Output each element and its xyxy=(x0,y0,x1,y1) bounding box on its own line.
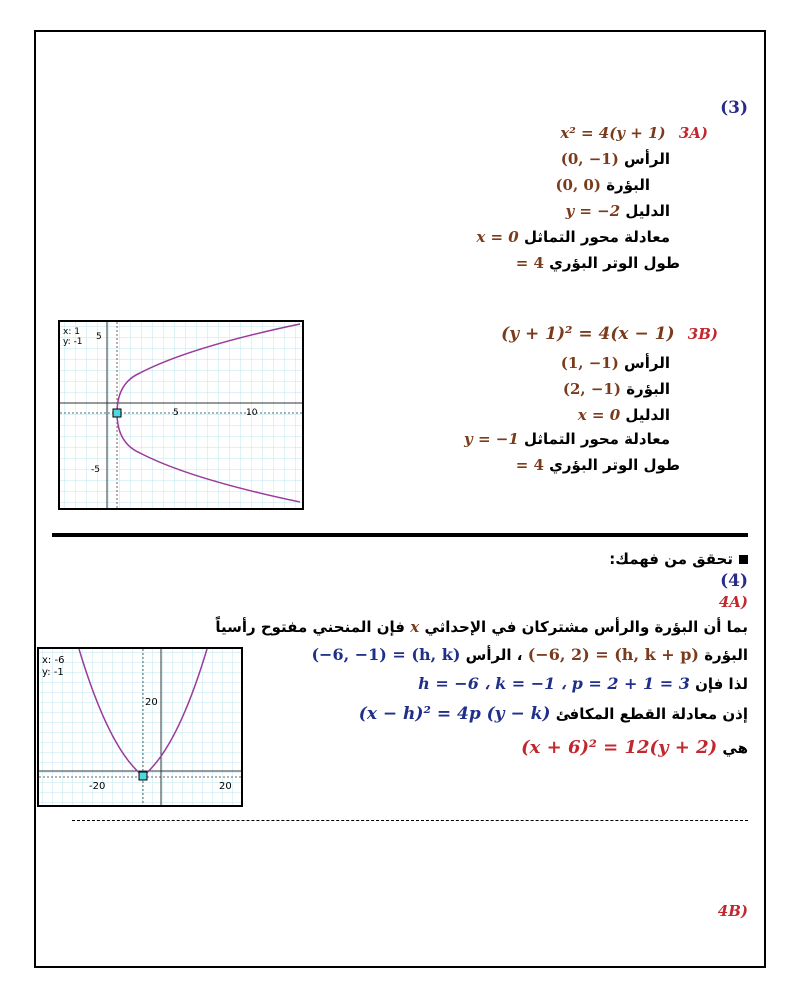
graph-3b-tick-x-5: 5 xyxy=(173,408,179,418)
exercise-4b-label: (4B xyxy=(717,902,748,920)
graph-3b-tick-y-top: 5 xyxy=(96,332,102,342)
exercise-3b-latus: طول الوتر البؤري = 4 xyxy=(515,456,680,474)
exercise-3a-equation xyxy=(560,124,708,142)
graph-4a-tick-y-20: 20 xyxy=(145,697,158,708)
exercise-3b-axis-value: y = −1 xyxy=(464,430,519,448)
exercise-4a-hkp-values: h = −6 ، k = −1 ، p = 2 + 1 = 3 xyxy=(418,674,690,693)
exercise-3b-focus-value: (2, −1) xyxy=(562,380,621,398)
check-title: تحقق من فهمك: xyxy=(609,550,748,568)
graph-3b-readout-x: x: 1 xyxy=(63,327,80,337)
exercise-4a-answer: (x + 6)² = 12(y + 2) xyxy=(521,737,718,758)
exercise-4a-focus-eq: (−6, 2) = (h, k + p) xyxy=(527,645,699,664)
exercise-3b-axis: معادلة محور التماثل y = −1 xyxy=(464,430,670,448)
exercise-3a-focus-value: (0, 0) xyxy=(555,176,601,194)
exercise-3b-equation xyxy=(501,324,718,344)
graph-4a-readout-y: y: -1 xyxy=(42,667,64,678)
graph-4a-tick-x-20: 20 xyxy=(219,781,232,792)
graph-3b-tick-y-bottom: -5 xyxy=(91,465,100,475)
exercise-3a-latus: طول الوتر البؤري = 4 xyxy=(515,254,680,272)
graph-3b xyxy=(58,320,304,510)
exercise-3a-latus-value: = 4 xyxy=(515,254,544,272)
bullet-square-icon xyxy=(739,555,748,564)
exercise-number-3: (3) xyxy=(720,98,748,118)
graph-4a-readout-x: x: -6 xyxy=(42,655,65,666)
exercise-3a-directrix-value: y = −2 xyxy=(565,202,621,220)
graph-4a-svg xyxy=(39,649,241,805)
section-divider xyxy=(52,533,748,537)
exercise-3a-vertex-value: (0, −1) xyxy=(560,150,619,168)
exercise-3b-latus-value: = 4 xyxy=(515,456,544,474)
graph-4a-tick-x-neg20: -20 xyxy=(89,781,106,792)
exercise-3b-vertex: الرأس (1, −1) xyxy=(560,354,670,372)
exercise-3a-focus: البؤرة (0, 0) xyxy=(555,176,650,194)
exercise-3b-directrix-value: x = 0 xyxy=(577,406,621,424)
exercise-3a-equation-text: x² = 4(y + 1) xyxy=(560,124,666,142)
graph-3b-vertex-marker xyxy=(113,409,121,417)
exercise-4a-vertex-eq: (−6, −1) = (h, k) xyxy=(311,645,461,664)
exercise-number-4: (4) xyxy=(720,571,748,591)
exercise-4a-standard-form: (x − h)² = 4p (y − k) xyxy=(358,704,551,724)
exercise-3a-directrix: الدليل y = −2 xyxy=(565,202,670,220)
exercise-4a-line1: بما أن البؤرة والرأس مشتركان في الإحداثي x فإن المنحني مفتوح رأسياً xyxy=(215,618,748,636)
graph-4a-vertex-marker xyxy=(139,772,147,780)
exercise-4a-line2: البؤرة (−6, 2) = (h, k + p) ، الرأس (−6, −1) = (h, k) xyxy=(311,645,748,664)
exercise-3b-vertex-value: (1, −1) xyxy=(560,354,619,372)
exercise-3a-axis: معادلة محور التماثل x = 0 xyxy=(476,228,670,246)
exercise-4a-line3: لذا فإن h = −6 ، k = −1 ، p = 2 + 1 = 3 xyxy=(418,674,748,693)
exercise-4a-line4: إذن معادلة القطع المكافئ (x − h)² = 4p (y − k) xyxy=(358,704,748,724)
exercise-3b-label: (3B xyxy=(687,325,718,343)
graph-3b-readout-y: y: -1 xyxy=(63,337,83,347)
exercise-3a-vertex: الرأس (0, −1) xyxy=(560,150,670,168)
exercise-3a-label: (3A xyxy=(678,124,708,142)
dashed-divider xyxy=(72,820,748,821)
exercise-3b-directrix: الدليل x = 0 xyxy=(577,406,670,424)
exercise-4a-label: (4A xyxy=(718,593,748,611)
exercise-3a-axis-value: x = 0 xyxy=(476,228,519,246)
exercise-3b-focus: البؤرة (2, −1) xyxy=(562,380,670,398)
graph-3b-tick-x-10: 10 xyxy=(246,408,258,418)
exercise-3b-equation-text: (y + 1)² = 4(x − 1) xyxy=(501,324,675,344)
exercise-4a-var-x: x xyxy=(410,618,420,636)
graph-3b-svg xyxy=(60,322,302,508)
exercise-4a-line5: هي (x + 6)² = 12(y + 2) xyxy=(521,737,748,758)
graph-4a xyxy=(37,647,243,807)
